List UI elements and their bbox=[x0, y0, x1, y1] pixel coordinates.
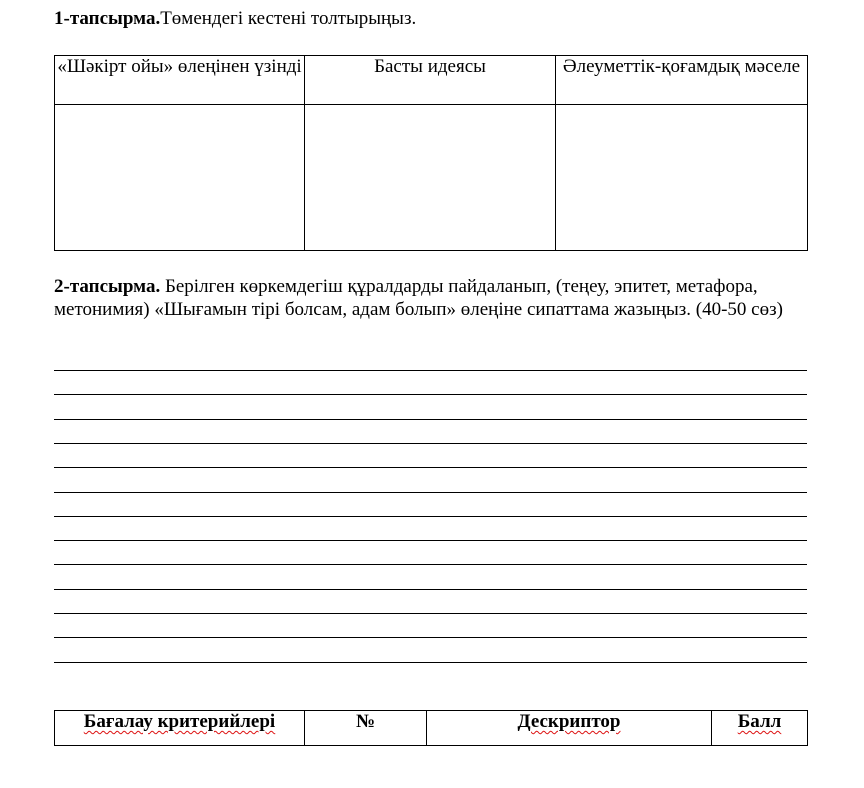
answer-line[interactable] bbox=[54, 467, 807, 468]
criteria-header-row bbox=[55, 711, 808, 746]
task1-answer-row[interactable] bbox=[55, 105, 808, 251]
task1-heading bbox=[54, 8, 416, 30]
criteria-col-number: № bbox=[305, 711, 427, 746]
answer-line[interactable] bbox=[54, 637, 807, 638]
criteria-col-score: Балл bbox=[712, 711, 808, 746]
task2-label: 2-тапсырма. bbox=[54, 276, 161, 297]
task1-instruction: Төмендегі кестені толтырыңыз. bbox=[160, 8, 417, 29]
task1-cell-excerpt[interactable] bbox=[55, 105, 305, 251]
criteria-table bbox=[54, 710, 808, 746]
criteria-col-criteria: Бағалау критерийлері bbox=[55, 711, 305, 746]
criteria-col-descriptor: Дескриптор bbox=[427, 711, 712, 746]
answer-line[interactable] bbox=[54, 492, 807, 493]
task1-col-main-idea: Басты идеясы bbox=[305, 56, 556, 105]
task1-col-social-issue: Әлеуметтік-қоғамдық мәселе bbox=[556, 56, 808, 105]
answer-line[interactable] bbox=[54, 589, 807, 590]
task1-header-row bbox=[55, 56, 808, 105]
task1-label: 1-тапсырма. bbox=[54, 8, 161, 29]
answer-line[interactable] bbox=[54, 613, 807, 614]
task1-cell-main-idea[interactable] bbox=[305, 105, 556, 251]
task1-col-excerpt: «Шәкірт ойы» өлеңінен үзінді bbox=[55, 56, 305, 105]
answer-line[interactable] bbox=[54, 370, 807, 371]
answer-line[interactable] bbox=[54, 394, 807, 395]
answer-line[interactable] bbox=[54, 662, 807, 663]
answer-line[interactable] bbox=[54, 419, 807, 420]
answer-line[interactable] bbox=[54, 443, 807, 444]
task2-paragraph bbox=[54, 275, 814, 321]
answer-line[interactable] bbox=[54, 540, 807, 541]
task1-table bbox=[54, 55, 808, 251]
answer-line[interactable] bbox=[54, 564, 807, 565]
task2-instruction: Берілген көркемдегіш құралдарды пайдаланып, (теңеу, эпитет, метафора, метонимия) «Шығамын тірі болсам, адам болып» өлеңіне сипаттама жазыңыз. (40-50 сөз) bbox=[54, 276, 783, 320]
task1-cell-social-issue[interactable] bbox=[556, 105, 808, 251]
answer-line[interactable] bbox=[54, 516, 807, 517]
